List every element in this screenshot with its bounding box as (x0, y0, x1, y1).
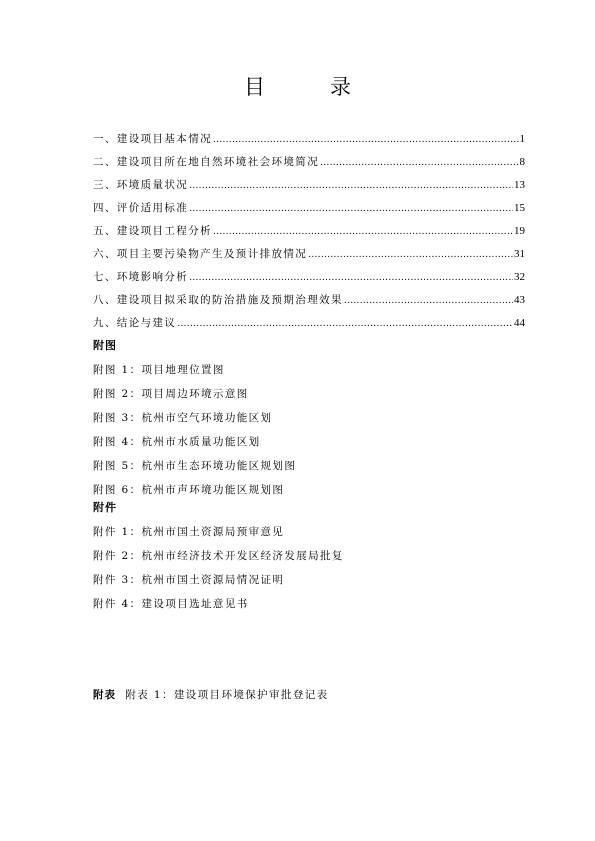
attachment-item-label: 附件 2：杭州市经济技术开发区经济发展局批复 (93, 550, 344, 562)
toc-entry[interactable] (93, 197, 525, 220)
toc-entry[interactable] (93, 128, 525, 151)
toc-leader-dots (308, 244, 513, 267)
toc-entry-label: 三、环境质量状况 (93, 179, 189, 191)
figure-item[interactable] (93, 382, 513, 406)
figure-item[interactable] (93, 430, 513, 454)
toc-entry-label: 八、建设项目拟采取的防治措施及预期治理效果 (93, 294, 343, 306)
attachment-item-label: 附件 1：杭州市国土资源局预审意见 (93, 526, 285, 538)
figure-item-label: 附图 5：杭州市生态环境功能区规划图 (93, 460, 297, 472)
toc-entry-label: 六、项目主要污染物产生及预计排放情况 (93, 248, 308, 260)
table-item-label[interactable]: 附表 1：建设项目环境保护审批登记表 (125, 689, 329, 701)
toc-entry-label: 七、环境影响分析 (93, 271, 189, 283)
toc-leader-dots (189, 267, 513, 290)
table-of-contents (93, 128, 525, 335)
toc-entry-page: 44 (514, 317, 525, 329)
tables-section (93, 683, 329, 707)
attachment-item-label: 附件 3：杭州市国土资源局情况证明 (93, 574, 285, 586)
toc-entry[interactable] (93, 289, 525, 312)
attachment-item[interactable] (93, 568, 513, 592)
toc-leader-dots (177, 313, 513, 336)
attachment-item[interactable] (93, 520, 513, 544)
toc-entry-label: 九、结论与建议 (93, 317, 177, 329)
toc-leader-dots (189, 175, 513, 198)
toc-entry[interactable] (93, 174, 525, 197)
figure-item-label: 附图 6：杭州市声环境功能区规划图 (93, 484, 285, 496)
figure-item-label: 附图 1：项目地理位置图 (93, 364, 225, 376)
toc-leader-dots (320, 152, 518, 175)
attachment-item[interactable] (93, 592, 513, 616)
figures-heading: 附图 (93, 339, 117, 352)
toc-entry[interactable] (93, 266, 525, 289)
toc-entry[interactable] (93, 243, 525, 266)
attachments-heading: 附件 (93, 501, 117, 514)
toc-entry-page: 31 (514, 248, 525, 260)
figure-item[interactable] (93, 406, 513, 430)
toc-entry-label: 二、建设项目所在地自然环境社会环境简况 (93, 156, 320, 168)
toc-entry[interactable] (93, 220, 525, 243)
toc-leader-dots (213, 221, 513, 244)
toc-entry-page: 15 (514, 202, 525, 214)
toc-leader-dots (189, 198, 513, 221)
figure-item[interactable] (93, 358, 513, 382)
toc-entry-label: 五、建设项目工程分析 (93, 225, 212, 237)
toc-entry-page: 32 (514, 271, 525, 283)
figure-item-label: 附图 4：杭州市水质量功能区划 (93, 436, 261, 448)
toc-entry-label: 一、建设项目基本情况 (93, 133, 212, 145)
page-title: 目 录 (244, 75, 373, 99)
toc-entry-page: 19 (514, 225, 525, 237)
tables-heading: 附表 (93, 689, 116, 701)
toc-entry-page: 1 (519, 133, 525, 145)
toc-leader-dots (344, 290, 513, 313)
figure-item[interactable] (93, 454, 513, 478)
figure-item-label: 附图 3：杭州市空气环境功能区划 (93, 412, 273, 424)
figure-item-label: 附图 2：项目周边环境示意图 (93, 388, 249, 400)
toc-entry-label: 四、评价适用标准 (93, 202, 189, 214)
toc-leader-dots (213, 129, 519, 152)
toc-entry-page: 43 (514, 294, 525, 306)
attachments-section (93, 496, 513, 616)
toc-entry-page: 13 (514, 179, 525, 191)
figures-section (93, 334, 513, 502)
attachment-item[interactable] (93, 544, 513, 568)
attachment-item-label: 附件 4：建设项目选址意见书 (93, 598, 249, 610)
toc-entry[interactable] (93, 312, 525, 335)
toc-entry[interactable] (93, 151, 525, 174)
toc-entry-page: 8 (519, 156, 525, 168)
